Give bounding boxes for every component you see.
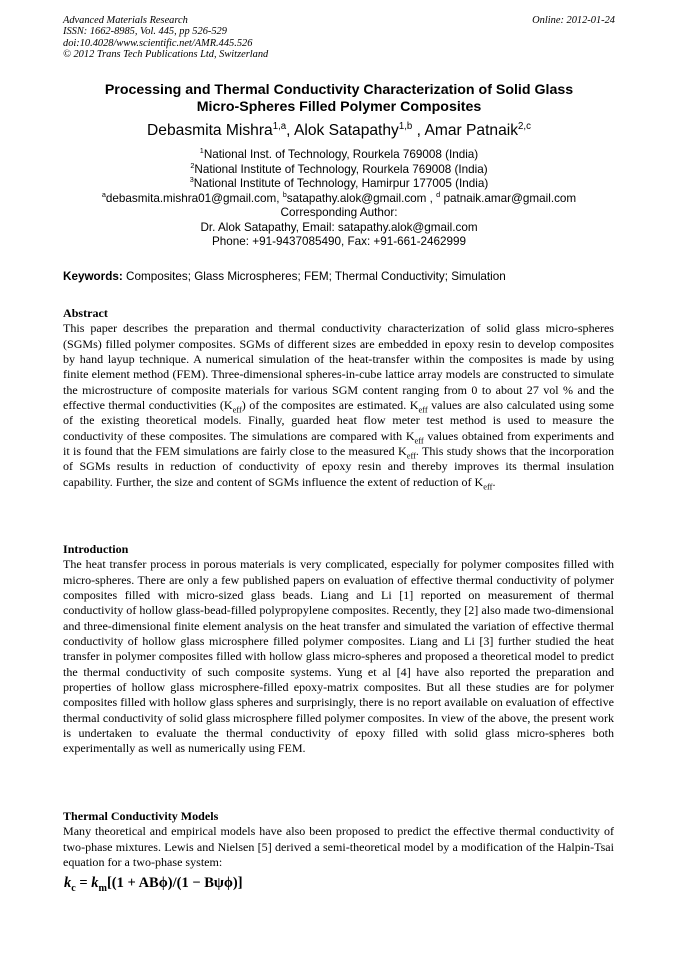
abstract-body: This paper describes the preparation and thermal conductivity characterization of solid glass micro-spheres (SGMs) filled polymer composites. SGMs of different sizes are embedded in epoxy resin to develop composites by hand layup technique. A numerical simulation of the heat-transfer within the composites is made by using finite element method (FEM). Three-dimensional spheres-in-cube lattice array models are constructed to simulate the microstructure of composite materials for various SGM content ranging from 0 to about 27 vol % and the effective thermal conductivities $(K_{eff})$ of the composites are estimated. $K_{eff}$ values are also calculated using some of the existing theoretical models. Finally, guarded heat flow meter test method is used to measure the conductivity of these composites. The simulations are compared with $K_{eff}$ values obtained from experiments and it is found that the FEM simulations are fairly close to the measured $K_{eff}$. This study shows that the incorporation of SGMs results in reduction of conductivity of epoxy resin and thereby improves its thermal insulation capability. Further, the size and content of SGMs influence the extent of reduction of $K_{eff}$. [63, 321, 614, 492]
journal-name: Advanced Materials Research [63, 15, 188, 26]
abstract-heading: Abstract [63, 306, 108, 320]
introduction-section [63, 542, 614, 757]
corresponding-label: Corresponding Author: [280, 206, 398, 219]
corresponding-phone: Phone: +91-9437085490, Fax: +91-661-2462999 [211, 235, 467, 248]
corresponding-name: Dr. Alok Satapathy, Email: satapathy.alok@gmail.com [200, 220, 478, 234]
models-body: Many theoretical and empirical models have also been proposed to predict the effective thermal conductivity of two-phase mixtures. Lewis and Nielsen [5] derived a semi-theoretical model by a modification of the Halpin-Tsai equation for a two-phase system: [63, 824, 614, 870]
email-link[interactable]: patnaik.amar@gmail.com [440, 191, 577, 205]
online-date: Online: 2012-01-24 [532, 15, 615, 26]
author-name: Alok Satapathy [293, 122, 399, 139]
affiliations [40, 148, 638, 250]
abstract-section [63, 306, 614, 490]
journal-header [63, 15, 615, 60]
introduction-body: The heat transfer process in porous materials is very complicated, especially for polymer composites filled with micro-spheres. There are only a few published papers on evaluation of effective thermal conductivity of polymer composites filled with micro-sized glass beads. Liang and Li [1] reported on measurement of thermal conductivity of hollow glass-bead-filled polypropylene composites. Recently, they [2] also made two-dimensional and three-dimensional finite element analysis on the heat transfer and simulated the variation of effective thermal conductivity of hollow glass microsphere filled polymer composites. Liang and Li [3] further studied the heat transfer in polymer composites filled with hollow glass micro-spheres and proposed a theoretical model to predict the thermal conductivity of such composite systems. Yung et al [4] have also reported the preparation and properties of hollow glass microsphere-filled epoxy-matrix composites. But all these studies are for polymer composites filled with hollow glass spheres and surprisingly, there is no report available on evaluation of effective thermal conductivity of solid glass microsphere filled polymer composites. In view of the above, the present work is undertaken to evaluate the thermal conductivity of epoxy filled with solid glass micro-spheres both experimentally as well as numerically using FEM. [63, 557, 614, 756]
email-link[interactable]: debasmita.mishra01@gmail.com, [105, 191, 283, 205]
email-link[interactable]: satapathy.alok@gmail.com , [286, 191, 437, 205]
affiliation: $^2$National Institute of Technology, Rourkela 769008 (India) [190, 160, 488, 176]
email-line: $^a$debasmita.mishra01@gmail.com, $^b$satapathy.alok@gmail.com , $^d$ patnaik.amar@gmail.com [101, 189, 577, 205]
affiliation: $^1$National Inst. of Technology, Rourkela 769008 (India) [199, 146, 479, 161]
author-list: Debasmita Mishra$^{1,a}$, Alok Satapathy$^{1,b}$ , Amar Patnaik$^{2,c}$ [147, 120, 531, 139]
journal-issn: ISSN: 1662-8985, Vol. 445, pp 526-529 [63, 26, 227, 38]
journal-doi: doi:10.4028/www.scientific.net/AMR.445.526 [63, 37, 253, 49]
introduction-heading: Introduction [63, 542, 129, 556]
affiliation: $^3$National Institute of Technology, Hamirpur 177005 (India) [189, 175, 489, 190]
author-sup: 2,c [518, 120, 531, 132]
keywords-label: Keywords: [63, 270, 123, 283]
keywords [63, 270, 615, 284]
title-line-2: Micro-Spheres Filled Polymer Composites [196, 99, 482, 115]
journal-copyright: © 2012 Trans Tech Publications Ltd, Switzerland [63, 48, 269, 60]
author-name: Debasmita Mishra [147, 122, 273, 139]
author-sup: 1,a [272, 120, 287, 132]
keywords-text: Composites; Glass Microspheres; FEM; Thermal Conductivity; Simulation [122, 270, 506, 283]
author-name: Amar Patnaik [424, 122, 519, 139]
title-line-1: Processing and Thermal Conductivity Characterization of Solid Glass [104, 82, 574, 98]
paper-title [40, 82, 638, 116]
models-section [63, 809, 614, 870]
models-heading: Thermal Conductivity Models [63, 809, 219, 823]
author-sup: 1,b [398, 120, 413, 132]
lewis-nielsen-equation: $k_c = k_m[(1 + AB\phi)/(1 - B\psi\phi)]$ [64, 875, 243, 894]
